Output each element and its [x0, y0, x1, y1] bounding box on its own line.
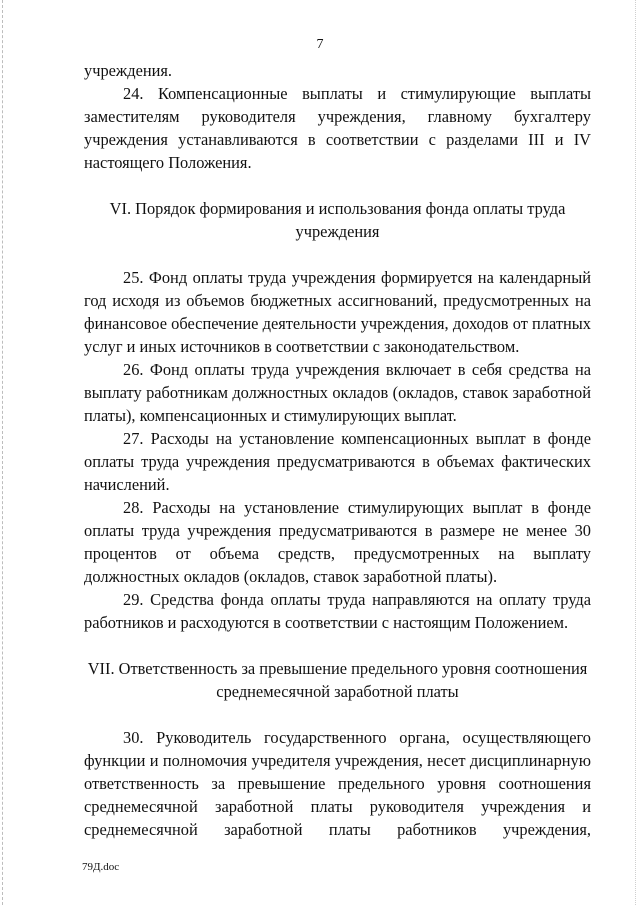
paragraph-26: 26. Фонд оплаты труда учреждения включает в себя средства на выплату работникам должностных окладов (окладов, ставок заработной платы), компенсационных и стимулирующих выплат. [84, 360, 591, 425]
document-body [84, 59, 591, 841]
paragraph-24: 24. Компенсационные выплаты и стимулирующие выплаты заместителям руководителя учреждения, главному бухгалтеру учреждения устанавливаются в соответствии с разделами III и IV настоящего Положения. [84, 84, 591, 172]
section-heading-vii [84, 657, 591, 703]
paragraph-25: 25. Фонд оплаты труда учреждения формируется на календарный год исходя из объемов бюджетных ассигнований, предусмотренных на финансовое обеспечение деятельности учреждения, доходов от платных услуг и иных источников в соответствии с законодательством. [84, 268, 591, 356]
scan-edge-right [635, 0, 637, 905]
page-number: 7 [316, 37, 324, 52]
paragraph-continuation: учреждения. [84, 61, 173, 80]
paragraph-29: 29. Средства фонда оплаты труда направляются на оплату труда работников и расходуются в соответствии с настоящим Положением. [84, 590, 591, 632]
section-heading-vii-line-2: среднемесячной заработной платы [216, 682, 459, 701]
scan-edge-left [2, 0, 4, 905]
section-heading-vi-line-2: учреждения [295, 222, 380, 241]
paragraph-28: 28. Расходы на установление стимулирующих выплат в фонде оплаты труда учреждения предусматриваются в размере не менее 30 процентов от объема средств, предусмотренных на выплату должностных окладов (окладов, ставок заработной платы). [84, 498, 591, 586]
paragraph-27: 27. Расходы на установление компенсационных выплат в фонде оплаты труда учреждения предусматриваются в объемах фактических начислений. [84, 429, 591, 494]
section-heading-vi [84, 197, 591, 243]
section-heading-vii-line-1: VII. Ответственность за превышение предельного уровня соотношения [87, 659, 588, 678]
paragraph-30: 30. Руководитель государственного органа, осуществляющего функции и полномочия учредителя учреждения, несет дисциплинарную ответственность за превышение предельного уровня соотношения среднемесячной заработной платы руководителя учреждения и среднемесячной заработной платы работников учреждения, [84, 728, 591, 839]
file-name-footer: 79Д.doc [82, 861, 120, 873]
section-heading-vi-line-1: VI. Порядок формирования и использования фонда оплаты труда [109, 199, 566, 218]
